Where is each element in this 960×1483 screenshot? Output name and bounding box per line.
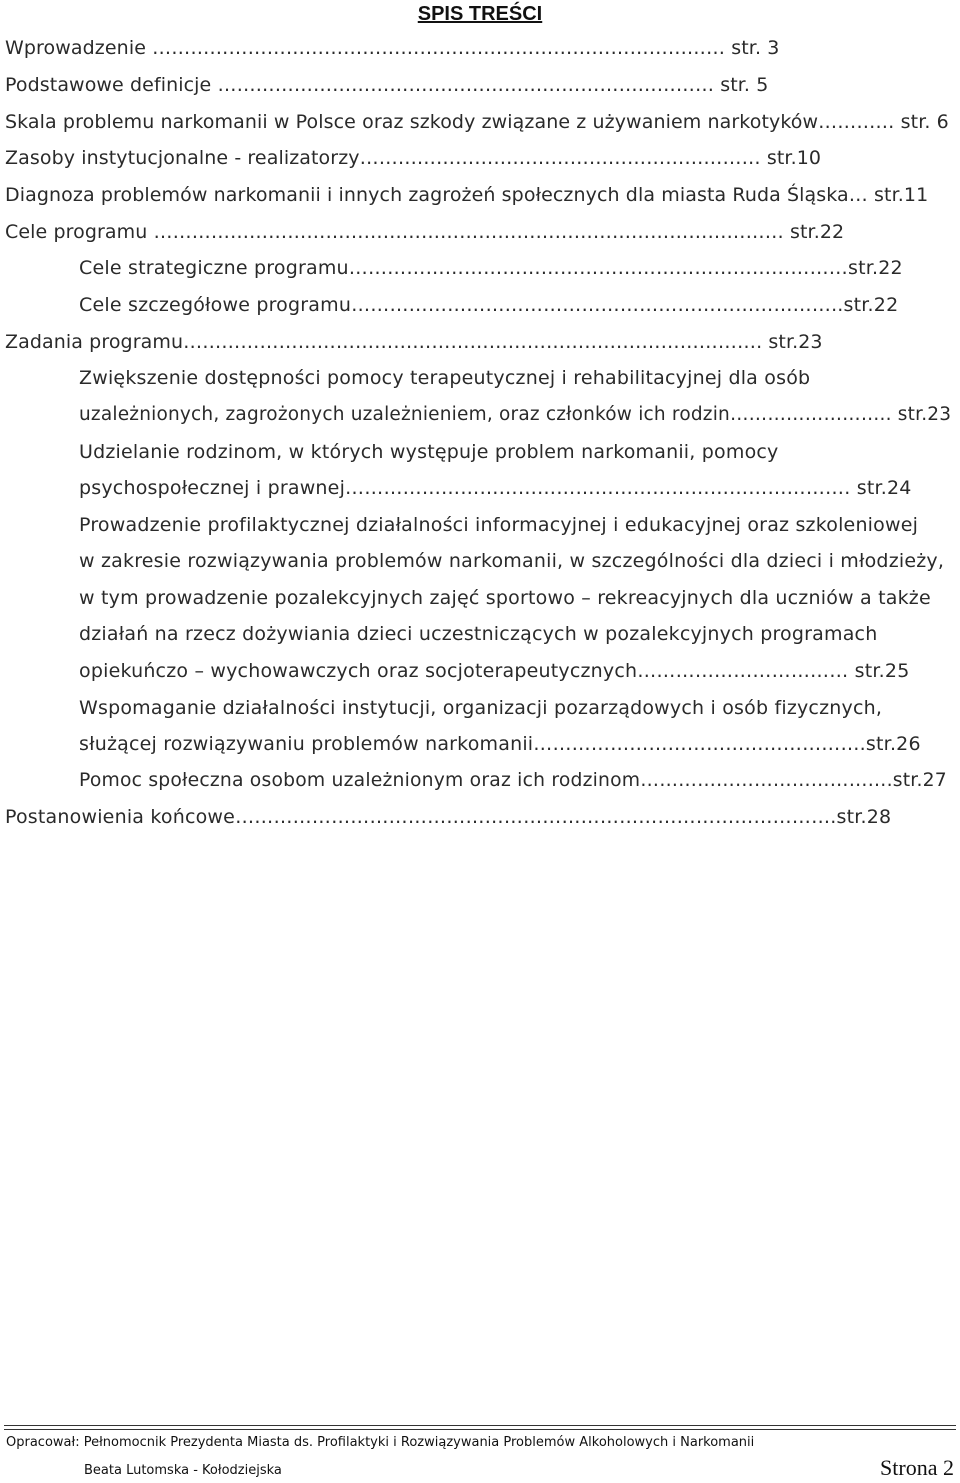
toc-entry-prowadzenie-line2: w zakresie rozwiązywania problemów narkomanii, w szczególności dla dzieci i młodzieży, (79, 550, 945, 572)
toc-entry-pomoc-spoleczna: Pomoc społeczna osobom uzależnionym oraz ich rodzinom………………………………….str.27 (79, 770, 947, 791)
toc-entry-wspomaganie-line1: Wspomaganie działalności instytucji, organizacji pozarządowych i osób fizycznych, (79, 697, 883, 719)
page-title: SPIS TREŚCI (417, 3, 543, 25)
toc-entry-cele-szczegolowe: Cele szczegółowe programu…………………………………………………………………..str.22 (79, 294, 899, 316)
toc-entry-postanowienia: Postanowienia końcowe………………………………………………………………………………….str.28 (5, 806, 892, 828)
toc-entry-cele-strategiczne: Cele strategiczne programu……………………………………………………………………str.22 (79, 257, 903, 279)
toc-entry-zasoby: Zasoby instytucjonalne - realizatorzy……………………………………………………… str.10 (5, 147, 822, 169)
page-number: Strona 2 (880, 1455, 954, 1480)
footer-name: Beata Lutomska - Kołodziejska (84, 1463, 282, 1478)
toc-entry-prowadzenie-line4: działań na rzecz dożywiania dzieci uczestniczących w pozalekcyjnych programach (79, 623, 878, 645)
toc-entry-definicje: Podstawowe definicje …………………………………………………………………… str. 5 (5, 74, 769, 96)
toc-entry-diagnoza: Diagnoza problemów narkomanii i innych zagrożeń społecznych dla miasta Ruda Śląska… str.11 (5, 184, 929, 206)
footer-author: Opracował: Pełnomocnik Prezydenta Miasta ds. Profilaktyki i Rozwiązywania Problemów Alkoholowych i Narkomanii (6, 1435, 755, 1450)
toc-entry-prowadzenie-line3: w tym prowadzenie pozalekcyjnych zajęć sportowo – rekreacyjnych dla uczniów a także (79, 587, 931, 609)
toc-entry-cele-programu: Cele programu ……………………………………………………………………………………… str.22 (5, 221, 845, 243)
toc-entry-zadania: Zadania programu………………………………………………………………………………. str.23 (5, 331, 823, 353)
toc-entry-skala-problemu: Skala problemu narkomanii w Polsce oraz szkody związane z używaniem narkotyków………… str. 6 (5, 111, 949, 133)
toc-entry-wprowadzenie: Wprowadzenie ……………………………………………………………………………… str. 3 (5, 37, 780, 59)
toc-entry-udzielanie-line2: psychospołecznej i prawnej……………………………………………………………………. str.24 (79, 477, 912, 499)
toc-entry-prowadzenie-line1: Prowadzenie profilaktycznej działalności informacyjnej i edukacyjnej oraz szkoleniowej (79, 514, 919, 536)
toc-entry-prowadzenie-line5: opiekuńczo – wychowawczych oraz socjoterapeutycznych…………………………… str.25 (79, 660, 910, 682)
toc-entry-zwiekszenie-line1: Zwiększenie dostępności pomocy terapeutycznej i rehabilitacyjnej dla osób (79, 367, 811, 389)
toc-entry-wspomaganie-line2: służącej rozwiązywaniu problemów narkomanii…………………………………………….str.26 (79, 733, 921, 755)
toc-entry-udzielanie-line1: Udzielanie rodzinom, w których występuje problem narkomanii, pomocy (79, 441, 779, 463)
footer-divider (4, 1425, 956, 1430)
toc-entry-zwiekszenie-line2: uzależnionych, zagrożonych uzależnieniem, oraz członków ich rodzin…………………….. str.23 (79, 404, 952, 425)
